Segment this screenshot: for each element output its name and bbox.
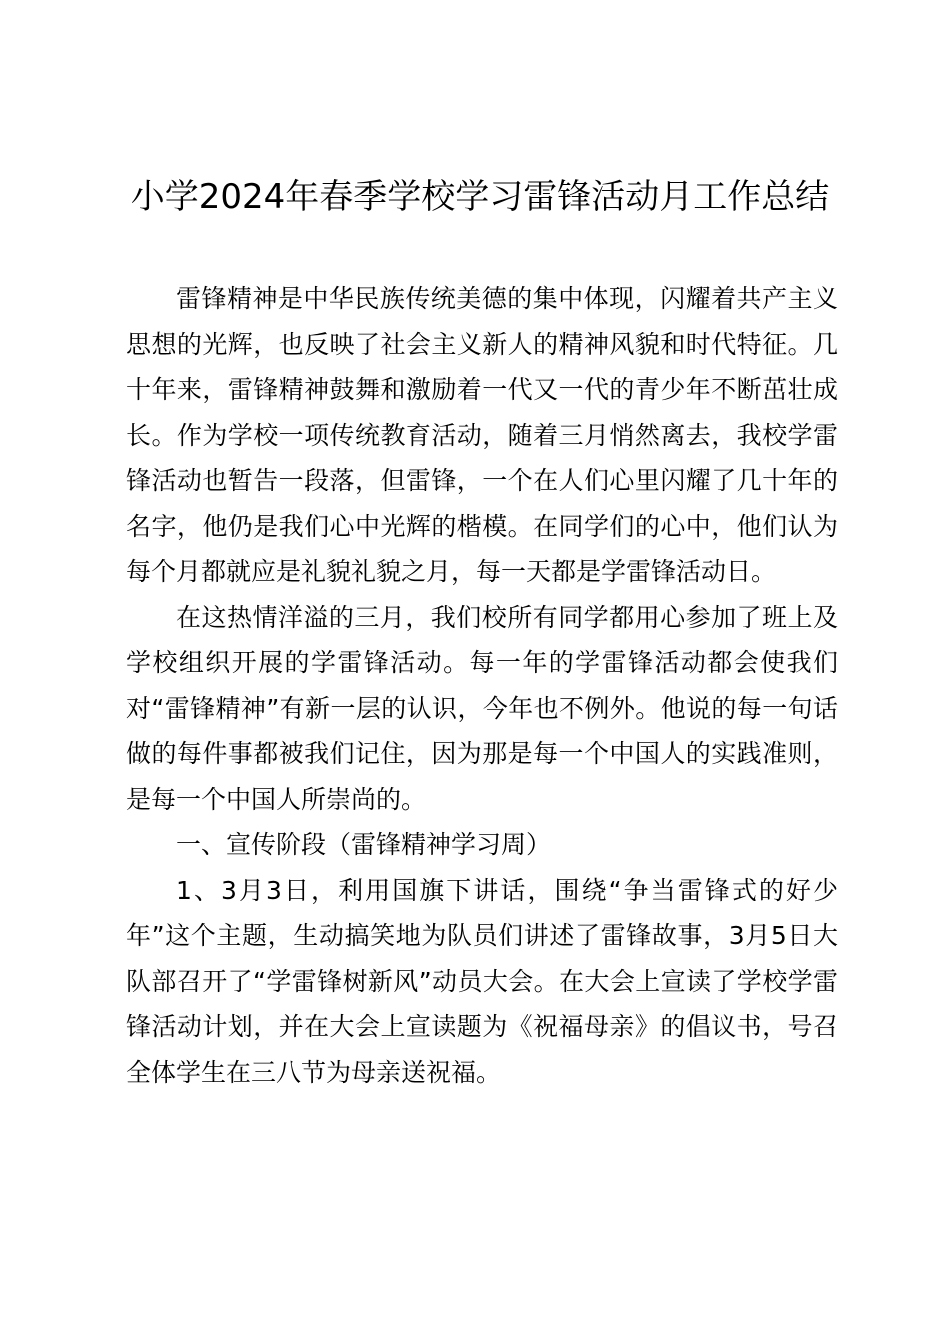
- paragraph-march-activities: 在这热情洋溢的三月，我们校所有同学都用心参加了班上及学校组织开展的学雷锋活动。每一年的学雷锋活动都会使我们对“雷锋精神”有新一层的认识，今年也不例外。他说的每一句话做的每件事都被我们记住，因为那是每一个中国人的实践准则，是每一个中国人所崇尚的。: [126, 602, 838, 814]
- document-body: [126, 276, 838, 1095]
- paragraph-intro: 雷锋精神是中华民族传统美德的集中体现，闪耀着共产主义思想的光辉，也反映了社会主义新人的精神风貌和时代特征。几十年来，雷锋精神鼓舞和激励着一代又一代的青少年不断茁壮成长。作为学校一项传统教育活动，随着三月悄然离去，我校学雷锋活动也暂告一段落，但雷锋，一个在人们心里闪耀了几十年的名字，他仍是我们心中光辉的楷模。在同学们的心中，他们认为每个月都就应是礼貌礼貌之月，每一天都是学雷锋活动日。: [126, 284, 838, 586]
- paragraph-item-1: 1、3月3日，利用国旗下讲话，围绕“争当雷锋式的好少年”这个主题，生动搞笑地为队员们讲述了雷锋故事，3月5日大队部召开了“学雷锋树新风”动员大会。在大会上宣读了学校学雷锋活动计划，并在大会上宣读题为《祝福母亲》的倡议书，号召全体学生在三八节为母亲送祝福。: [126, 875, 838, 1087]
- document-title: 小学2024年春季学校学习雷锋活动月工作总结: [130, 177, 830, 217]
- section-heading-publicity: 一、宣传阶段（雷锋精神学习周）: [176, 830, 552, 859]
